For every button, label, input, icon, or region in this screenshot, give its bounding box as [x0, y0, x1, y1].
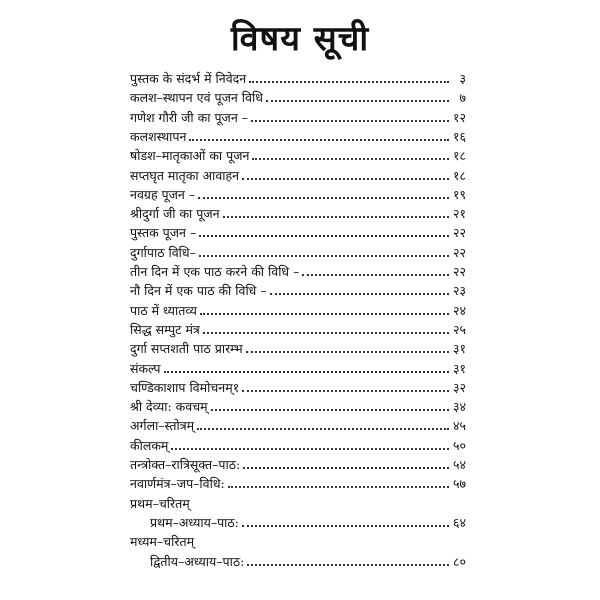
dot-leader	[211, 409, 449, 411]
toc-entry-page-number: ५०	[452, 437, 466, 453]
toc-entry	[130, 85, 466, 105]
toc-entry	[130, 433, 466, 453]
toc-entry-label: पुस्तक के संदर्भ में निवेदन	[130, 71, 247, 86]
toc-entry	[130, 413, 466, 433]
toc-entry	[130, 163, 466, 183]
dot-leader	[171, 448, 449, 450]
toc-entry-page-number: १८	[452, 148, 466, 164]
dot-leader	[246, 351, 449, 353]
toc-entry	[150, 510, 466, 530]
toc-section-heading	[130, 491, 466, 511]
toc-entry	[130, 259, 466, 279]
toc-entry-page-number: ५४	[452, 457, 466, 472]
toc-entry-page-number: ३२	[452, 379, 466, 395]
toc-entry-label: कलशस्थापन	[130, 128, 187, 144]
dot-leader	[197, 428, 449, 430]
dot-leader	[200, 313, 449, 315]
toc-entry-label: नवग्रह पूजन –	[130, 186, 196, 202]
toc-entry	[130, 240, 466, 260]
toc-entry	[130, 375, 466, 395]
dot-leader	[228, 486, 449, 488]
toc-entry-page-number: १८	[452, 167, 466, 183]
toc-entry-label: चण्डिकाशाप विमोचनम्१	[130, 379, 240, 395]
toc-entry	[130, 278, 466, 298]
toc-entry-page-number: ३१	[452, 360, 466, 376]
toc-entry-label: कलश–स्थापन एवं पूजन विधि	[130, 90, 263, 106]
toc-entry	[130, 394, 466, 414]
toc-entry-page-number: ६४	[452, 514, 466, 530]
toc-entry-label: श्रीदुर्गा जी का पूजन	[130, 206, 220, 222]
toc-entry-label: दुर्गा सप्तशती पाठ प्रारम्भ	[130, 341, 243, 357]
dot-leader	[270, 293, 449, 295]
toc-entry-label: तन्त्रोक्त–रात्रिसूक्त–पाठ:	[130, 457, 241, 472]
dot-leader	[242, 525, 449, 527]
toc-entry-label: पुस्तक पूजन –	[130, 225, 197, 241]
toc-entry	[130, 201, 466, 221]
dot-leader	[243, 467, 449, 469]
toc-entry-label: श्री देव्या: कवचम्	[130, 399, 208, 415]
toc-entry	[130, 182, 466, 202]
toc-entry-page-number: १९	[452, 186, 466, 202]
toc-entry-label: कीलकम्	[130, 437, 169, 453]
toc-entry	[130, 66, 466, 86]
page-title: विषय सूची	[230, 19, 370, 59]
toc-entry	[130, 124, 466, 144]
toc-entry-page-number: १६	[452, 128, 466, 144]
toc-entry-label: नौ दिन में एक पाठ की विधि –	[130, 283, 267, 299]
toc-entry-page-number: २२	[452, 244, 466, 260]
dot-leader	[266, 100, 449, 102]
toc-entry-page-number: २५	[452, 321, 466, 337]
dot-leader	[203, 332, 449, 334]
toc-entry-label: अर्गला–स्तोत्रम्	[130, 418, 195, 434]
toc-entry-label: संकल्प	[130, 360, 161, 376]
toc-entry-label: सप्तघृत मातृका आवाहन	[130, 167, 240, 183]
toc-entry	[130, 298, 466, 318]
toc-entry-page-number: २३	[452, 283, 466, 299]
dot-leader	[249, 81, 449, 83]
toc-entry-page-number: ५७	[452, 476, 466, 492]
toc-entry	[130, 220, 466, 240]
toc-entry-page-number: ४५	[452, 418, 466, 434]
toc-entry	[130, 471, 466, 491]
toc-entry	[130, 452, 466, 472]
dot-leader	[198, 197, 449, 199]
dot-leader	[242, 178, 449, 180]
dot-leader	[247, 564, 449, 566]
toc-entry-page-number: २१	[452, 206, 466, 222]
toc-entry-label: प्रथम–चरितम्	[130, 495, 190, 511]
dot-leader	[223, 216, 449, 218]
toc-entry-label: पाठ में ध्यातव्य	[130, 302, 197, 318]
toc-entry	[130, 143, 466, 163]
dot-leader	[199, 255, 449, 257]
dot-leader	[251, 120, 449, 122]
toc-entry	[130, 336, 466, 356]
dot-leader	[164, 371, 449, 373]
dot-leader	[199, 235, 449, 237]
toc-entry-label: तीन दिन में एक पाठ करने की विधि –	[130, 264, 300, 279]
toc-entry-label: नवार्णमंत्र–जप–विधि:	[130, 476, 225, 492]
toc-entry-page-number: २२	[452, 225, 466, 241]
toc-entry-label: षोडश–मातृकाओं का पूजन	[130, 148, 250, 164]
toc-entry	[130, 356, 466, 376]
toc-entry	[130, 317, 466, 337]
toc-entry	[150, 549, 466, 569]
dot-leader	[189, 139, 449, 141]
toc-entry-label: सिद्ध सम्पुट मंत्र	[130, 321, 200, 337]
toc-section-heading	[130, 529, 466, 549]
toc-entry-page-number: १२	[452, 109, 466, 125]
toc-entry-label: द्वितीय–अध्याय–पाठ:	[150, 553, 245, 569]
toc-entry-page-number: २२	[452, 264, 466, 279]
toc-entry-page-number: ३	[459, 71, 466, 86]
dot-leader	[252, 158, 449, 160]
toc-entry-page-number: २४	[452, 302, 466, 318]
toc-entry-label: दुर्गापाठ विधि–	[130, 244, 196, 260]
toc-entry-page-number: ७	[459, 90, 466, 106]
toc-entry-label: प्रथम–अध्याय–पाठ:	[150, 514, 239, 530]
dot-leader	[242, 390, 449, 392]
toc-entry-page-number: ३१	[452, 341, 466, 357]
toc-entry-page-number: ३४	[452, 399, 466, 415]
dot-leader	[302, 274, 449, 276]
toc-entry-label: गणेश गौरी जी का पूजन –	[130, 109, 248, 125]
toc-entry	[130, 105, 466, 125]
toc-entry-page-number: ८०	[452, 553, 466, 569]
toc-entry-label: मध्यम–चरितम्	[130, 534, 195, 550]
